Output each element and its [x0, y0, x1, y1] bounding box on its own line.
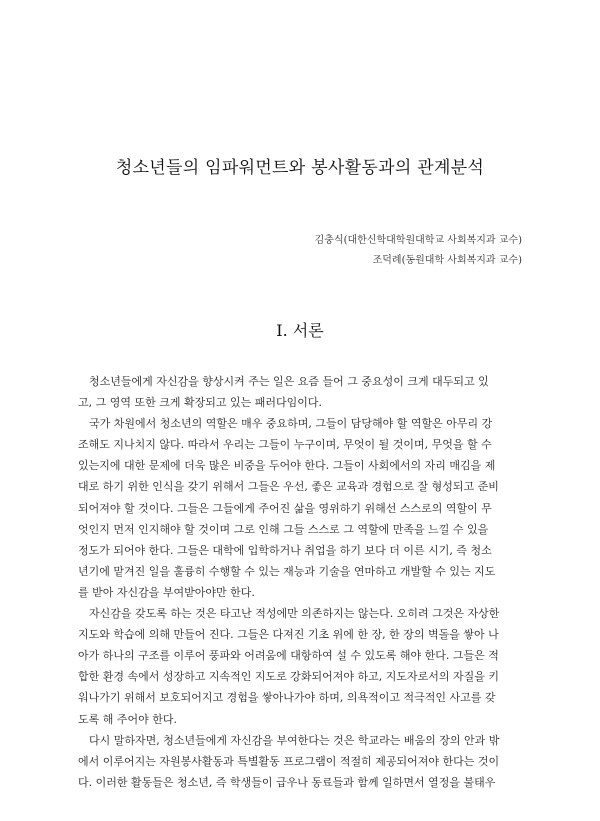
- text-line: 다. 이러한 활동들은 청소년, 즉 학생들이 급우나 동료들과 함께 일하면서 열정을 불태우: [78, 775, 496, 789]
- text-line: 아가 하나의 구조를 이루어 풍파와 어려움에 대항하여 설 수 있도록 해야 한다. 그들은 적: [78, 649, 499, 663]
- author-line: 조덕례(동원대학 사회복지과 교수): [372, 255, 522, 266]
- text-line: 다시 말하자면, 청소년들에게 자신감을 부여한다는 것은 학교라는 배움의 장의 안과 밖: [89, 733, 500, 747]
- text-line: 고, 그 영역 또한 크게 확장되고 있는 패러다임이다.: [78, 396, 322, 410]
- author-line: 김충식(대한신학대학원대학교 사회복지과 교수): [314, 235, 522, 246]
- paper-title: 청소년들의 임파워먼트와 봉사활동과의 관계분석: [115, 158, 485, 178]
- section-heading: Ⅰ. 서론: [276, 321, 324, 340]
- text-line: 되어져야 할 것이다. 그들은 그들에게 주어진 삶을 영위하기 위해선 스스로의 역할이 무: [78, 501, 492, 515]
- text-line: 조해도 지나치지 않다. 따라서 우리는 그들이 누구이며, 무엇이 될 것이며, 무엇을 할 수: [78, 438, 492, 452]
- body-text: [78, 371, 524, 793]
- text-line: 도록 해 주어야 한다.: [78, 712, 177, 726]
- text-line: 에서 이루어지는 자원봉사활동과 특별활동 프로그램이 적절히 제공되어져야 한다는 것이: [78, 754, 500, 768]
- text-line: 합한 환경 속에서 성장하고 지속적인 지도로 강화되어져야 하고, 지도자로서의 자질을 키: [78, 670, 499, 684]
- text-line: 엇인지 먼저 인지해야 할 것이며 그로 인해 그들 스스로 그 역할에 만족을 느낄 수 있을: [78, 522, 489, 536]
- text-line: 대로 하기 위한 인식을 갖기 위해서 그들은 우선, 좋은 교육과 경험으로 잘 형성되고 준비: [78, 480, 499, 494]
- text-line: 청소년들에게 자신감을 향상시켜 주는 일은 요즘 들어 그 중요성이 크게 대두되고 있: [89, 375, 489, 388]
- text-line: 정도가 되어야 한다. 그들은 대학에 입학하거나 취업을 하기 보다 더 이른 시기, 즉 청소: [78, 543, 492, 557]
- author-block: [315, 231, 522, 271]
- text-line: 국가 차원에서 청소년의 역할은 매우 중요하며, 그들이 담당해야 할 역할은 아무리 강: [89, 417, 493, 431]
- text-line: 를 받아 자신감을 부여받아야만 한다.: [78, 585, 255, 599]
- text-line: 년기에 맡겨진 일을 훌륭히 수행할 수 있는 재능과 기술을 연마하고 개발할 수 있는 지도: [78, 564, 496, 578]
- text-line: 있는지에 대한 문제에 더욱 많은 비중을 두어야 한다. 그들이 사회에서의 자리 매김을 제: [78, 459, 496, 473]
- text-line: 워나가기 위해서 보호되어지고 경험을 쌓아나가야 하며, 의욕적이고 적극적인 사고를 갖: [78, 691, 496, 705]
- text-line: 자신감을 갖도록 하는 것은 타고난 적성에만 의존하지는 않는다. 오히려 그것은 자상한: [89, 607, 500, 621]
- text-line: 지도와 학습에 의해 만들어 진다. 그들은 다져진 기초 위에 한 장, 한 장의 벽돌을 쌓아 나: [78, 628, 499, 642]
